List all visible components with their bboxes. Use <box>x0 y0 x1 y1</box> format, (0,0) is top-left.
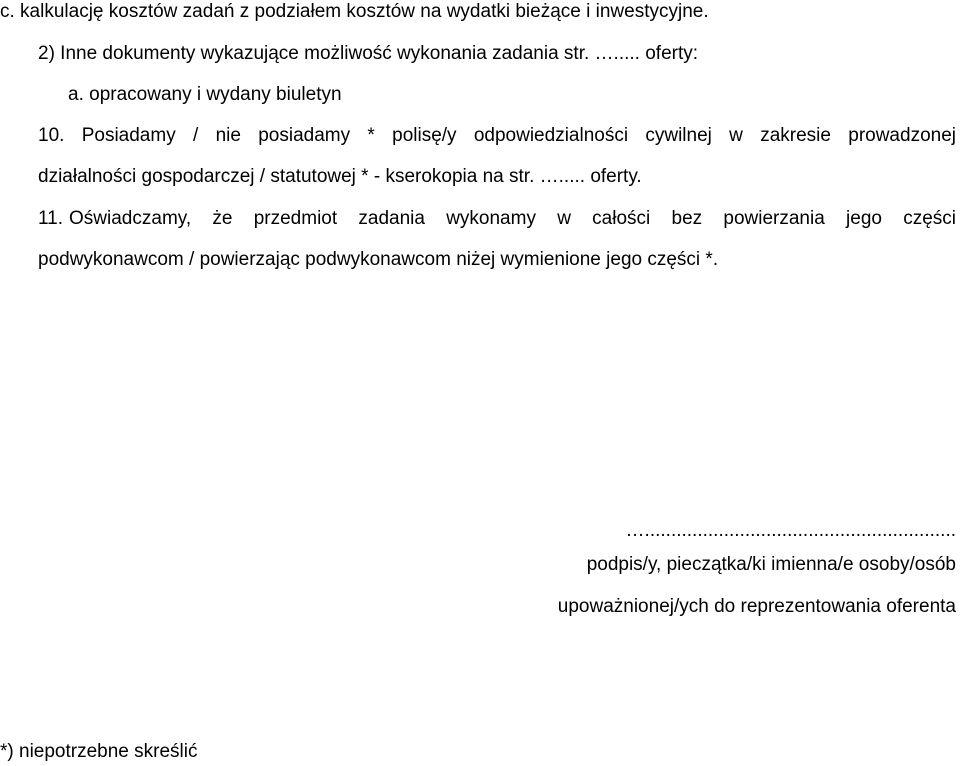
item-11-line1 <box>38 207 956 231</box>
item-10-line1: 10. Posiadamy / nie posiadamy * polisę/y odpowiedzialności cywilnej w zakresie prowadzonej <box>38 125 956 146</box>
item-2-text: 2) Inne dokumenty wykazujące możliwość wykonania zadania str. …..... oferty: <box>38 43 699 64</box>
item-11-text: Oświadczamy, że przedmiot zadania wykonamy w całości bez powierzania jego części <box>69 208 956 229</box>
item-10-line2: działalności gospodarczej / statutowej * - kserokopia na str. …..... oferty. <box>38 166 642 187</box>
item-11-line2: podwykonawcom / powierzając podwykonawcom niżej wymienione jego części *. <box>38 249 719 270</box>
signature-caption-line2: upoważnionej/ych do reprezentowania oferenta <box>557 596 956 617</box>
item-2a-text: a. opracowany i wydany biuletyn <box>68 84 342 105</box>
item-c-text: c. kalkulację kosztów zadań z podziałem kosztów na wydatki bieżące i inwestycyjne. <box>0 1 709 22</box>
signature-caption-line1: podpis/y, pieczątka/ki imienna/e osoby/osób <box>586 554 956 575</box>
footnote: *) niepotrzebne skreślić <box>0 741 198 762</box>
item-11-number: 11. <box>38 208 64 229</box>
signature-dots: …........................................................... <box>625 520 956 541</box>
